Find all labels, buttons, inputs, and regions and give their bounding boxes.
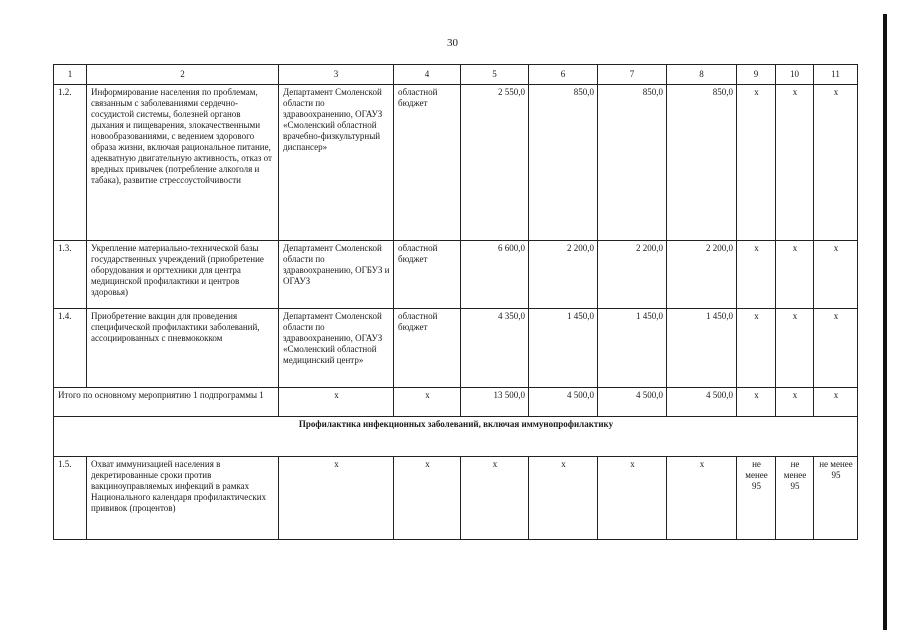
indicator-3: x bbox=[814, 85, 858, 241]
activity-name: Охват иммунизацией населения в декретированные сроки против вакциноуправляемых инфекций в рамках Национального календаря профилактических прививок (процентов) bbox=[87, 457, 279, 540]
program-activities-table bbox=[53, 64, 858, 540]
funding-source: областной бюджет bbox=[394, 309, 461, 388]
year-3-amount: 850,0 bbox=[667, 85, 737, 241]
total-amount: 4 350,0 bbox=[461, 309, 529, 388]
funding-source: x bbox=[394, 457, 461, 540]
indicator-1: x bbox=[737, 309, 776, 388]
header-cell: 11 bbox=[814, 65, 858, 85]
year-2-amount: 850,0 bbox=[598, 85, 667, 241]
year-2-amount: 1 450,0 bbox=[598, 309, 667, 388]
table-row bbox=[54, 309, 858, 388]
header-row bbox=[54, 65, 858, 85]
indicator-2: x bbox=[776, 241, 814, 309]
indicator-2: не менее 95 bbox=[776, 457, 814, 540]
year-2-amount: x bbox=[598, 457, 667, 540]
year-3-amount: 2 200,0 bbox=[667, 241, 737, 309]
page-number: 30 bbox=[447, 37, 458, 49]
executor: Департамент Смоленской области по здравоохранению, ОГБУЗ и ОГАУЗ bbox=[279, 241, 394, 309]
funding-source: областной бюджет bbox=[394, 85, 461, 241]
header-cell: 7 bbox=[598, 65, 667, 85]
indicator-2: x bbox=[776, 388, 814, 417]
page-edge-rule bbox=[883, 14, 887, 630]
year-1-amount: x bbox=[529, 457, 598, 540]
year-1-amount: 850,0 bbox=[529, 85, 598, 241]
header-cell: 9 bbox=[737, 65, 776, 85]
year-2-amount: 4 500,0 bbox=[598, 388, 667, 417]
header-cell: 3 bbox=[279, 65, 394, 85]
header-cell: 2 bbox=[87, 65, 279, 85]
indicator-1: x bbox=[737, 388, 776, 417]
indicator-3: x bbox=[814, 241, 858, 309]
indicator-2: x bbox=[776, 85, 814, 241]
executor: x bbox=[279, 457, 394, 540]
total-amount: 6 600,0 bbox=[461, 241, 529, 309]
indicator-1: x bbox=[737, 85, 776, 241]
table-row bbox=[54, 457, 858, 540]
total-amount: 2 550,0 bbox=[461, 85, 529, 241]
executor: x bbox=[279, 388, 394, 417]
year-3-amount: x bbox=[667, 457, 737, 540]
executor: Департамент Смоленской области по здравоохранению, ОГАУЗ «Смоленский областной врачебно-физкультурный диспансер» bbox=[279, 85, 394, 241]
row-number: 1.5. bbox=[54, 457, 87, 540]
total-label: Итого по основному мероприятию 1 подпрограммы 1 bbox=[54, 388, 279, 417]
indicator-3: x bbox=[814, 388, 858, 417]
header-cell: 4 bbox=[394, 65, 461, 85]
header-cell: 6 bbox=[529, 65, 598, 85]
activity-name: Укрепление материально-технической базы государственных учреждений (приобретение оборудования и оргтехники для центра медицинской профилактики и центров здоровья) bbox=[87, 241, 279, 309]
header-cell: 8 bbox=[667, 65, 737, 85]
activity-name: Приобретение вакцин для проведения специфической профилактики заболеваний, ассоциированных с пневмококком bbox=[87, 309, 279, 388]
total-amount: x bbox=[461, 457, 529, 540]
section-header-row bbox=[54, 417, 858, 457]
total-amount: 13 500,0 bbox=[461, 388, 529, 417]
indicator-1: не менее 95 bbox=[737, 457, 776, 540]
indicator-1: x bbox=[737, 241, 776, 309]
year-2-amount: 2 200,0 bbox=[598, 241, 667, 309]
total-row bbox=[54, 388, 858, 417]
indicator-3: x bbox=[814, 309, 858, 388]
table-row bbox=[54, 85, 858, 241]
header-cell: 5 bbox=[461, 65, 529, 85]
executor: Департамент Смоленской области по здравоохранению, ОГАУЗ «Смоленский областной медицинский центр» bbox=[279, 309, 394, 388]
row-number: 1.2. bbox=[54, 85, 87, 241]
funding-source: x bbox=[394, 388, 461, 417]
year-3-amount: 1 450,0 bbox=[667, 309, 737, 388]
section-title: Профилактика инфекционных заболеваний, включая иммунопрофилактику bbox=[54, 417, 858, 457]
row-number: 1.3. bbox=[54, 241, 87, 309]
year-1-amount: 4 500,0 bbox=[529, 388, 598, 417]
year-1-amount: 1 450,0 bbox=[529, 309, 598, 388]
table-row bbox=[54, 241, 858, 309]
indicator-2: x bbox=[776, 309, 814, 388]
year-1-amount: 2 200,0 bbox=[529, 241, 598, 309]
indicator-3: не менее 95 bbox=[814, 457, 858, 540]
header-cell: 10 bbox=[776, 65, 814, 85]
funding-source: областной бюджет bbox=[394, 241, 461, 309]
row-number: 1.4. bbox=[54, 309, 87, 388]
activity-name: Информирование населения по проблемам, связанным с заболеваниями сердечно-сосудистой системы, болезней органов дыхания и пищеварения, злокачественными новообразованиями, с ведением здорового образа жизни, включая рациональное питание, адекватную двигательную активность, отказ от вредных привычек (потребление алкоголя и табака), развитие стрессоустойчивости bbox=[87, 85, 279, 241]
header-cell: 1 bbox=[54, 65, 87, 85]
year-3-amount: 4 500,0 bbox=[667, 388, 737, 417]
